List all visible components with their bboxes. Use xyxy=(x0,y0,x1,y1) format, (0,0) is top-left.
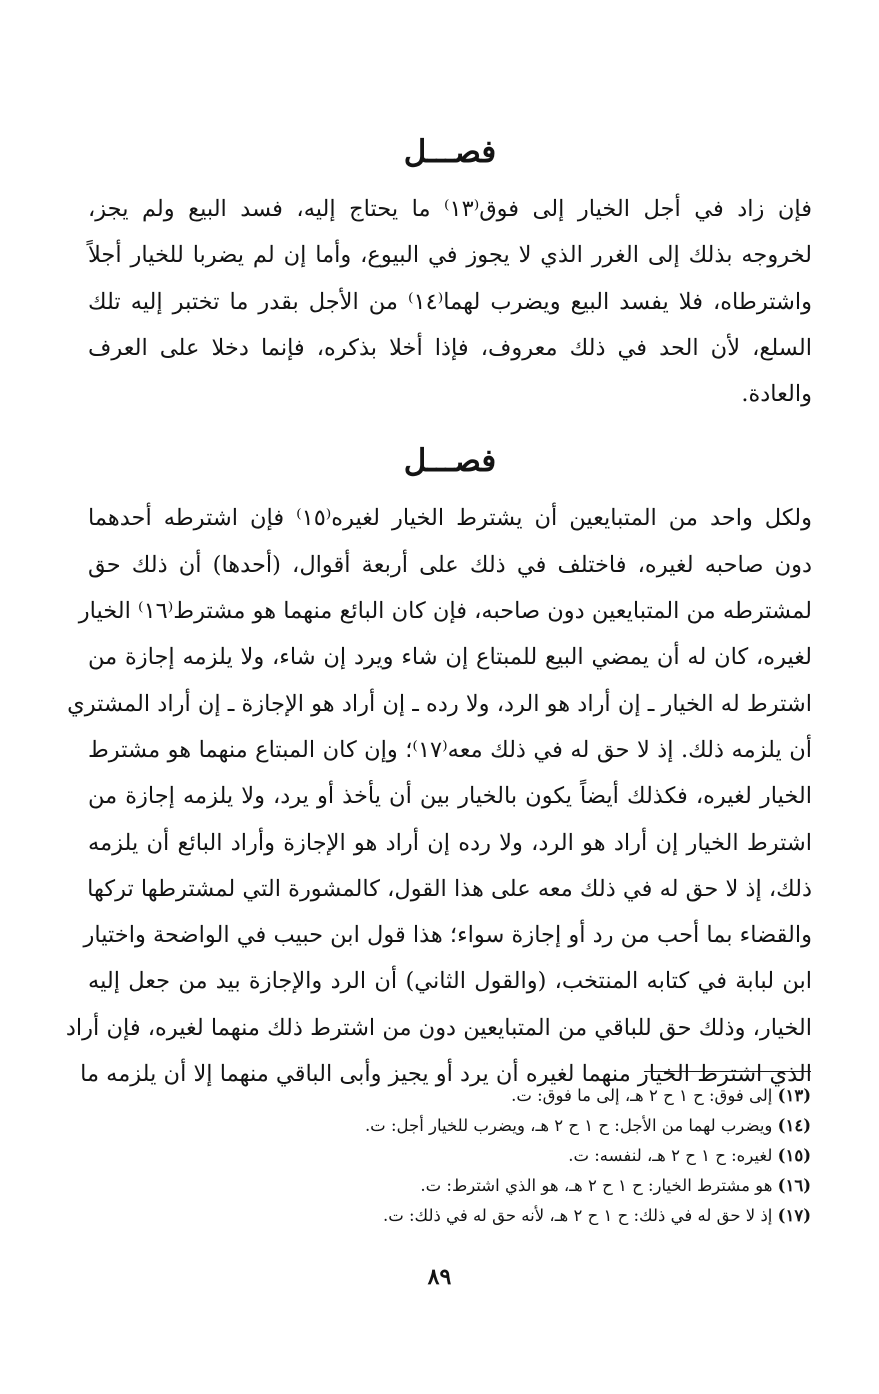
footnote-divider xyxy=(644,1071,811,1072)
footnote-text: إذ لا حق له في ذلك: ح ١ ح ٢ هـ، لأنه حق له في ذلك: ت. xyxy=(382,1206,778,1225)
footnote xyxy=(87,1171,811,1201)
footnote-text: لغيره: ح ١ ح ٢ هـ، لنفسه: ت. xyxy=(568,1146,778,1165)
text-line: فإن زاد في أجل الخيار إلى فوق⁽١٣⁾ ما يحتاج إليه، فسد البيع ولم يجز، xyxy=(88,196,812,222)
text-line: ذلك، إذ لا حق له في ذلك معه على هذا القول، كالمشورة التي لمشترطها تركها xyxy=(87,875,812,902)
paragraph xyxy=(65,495,812,1097)
paragraph xyxy=(88,186,812,417)
text-line: ولكل واحد من المتبايعين أن يشترط الخيار لغيره⁽١٥⁾ فإن اشترطه أحدهما xyxy=(88,505,812,532)
section-heading: فصـــل xyxy=(403,134,497,170)
text-line: دون صاحبه لغيره، فاختلف في ذلك على أربعة أقوال، (أحدها) أن ذلك حق xyxy=(88,551,812,578)
footnotes xyxy=(87,1081,811,1231)
footnote-number: (١٧) xyxy=(777,1206,811,1225)
text-line: والقضاء بما أحب من رد أو إجازة سواء؛ هذا قول ابن حبيب في الواضحة واختيار xyxy=(83,922,812,949)
footnote xyxy=(87,1081,811,1111)
page-body xyxy=(65,130,812,1097)
footnote-number: (١٦) xyxy=(777,1176,811,1195)
text-line: أن يلزمه ذلك. إذ لا حق له في ذلك معه⁽١٧⁾؛ وإن كان المبتاع منهما هو مشترط xyxy=(88,736,812,763)
footnote-text: ويضرب لهما من الأجل: ح ١ ح ٢ هـ، ويضرب للخيار أجل: ت. xyxy=(364,1116,778,1135)
footnote-number: (١٣) xyxy=(777,1086,811,1105)
footnote xyxy=(87,1141,811,1171)
text-line: الخيار، وذلك حق للباقي من المتبايعين دون من اشترط ذلك منهما لغيره، فإن أراد xyxy=(65,1014,812,1041)
text-line: ابن لبابة في كتابه المنتخب، (والقول الثاني) أن الرد والإجازة بيد من جعل إليه xyxy=(88,968,812,995)
footnote-text: إلى فوق: ح ١ ح ٢ هـ، إلى ما فوق: ت. xyxy=(511,1086,778,1105)
page-number: ٨٩ xyxy=(427,1264,452,1290)
text-line: لغيره، كان له أن يمضي البيع للمبتاع إن شاء ويرد إن شاء، ولا يلزمه إجازة من xyxy=(88,644,812,671)
text-line: الذي اشترط الخيار منهما لغيره أن يرد أو يجيز وأبى الباقي منهما إلا أن يلزمه ما xyxy=(80,1061,812,1088)
text-line: والعادة. xyxy=(741,381,812,408)
footnote-number: (١٤) xyxy=(777,1116,811,1135)
footnote-text: هو مشترط الخيار: ح ١ ح ٢ هـ، هو الذي اشترط: ت. xyxy=(420,1176,778,1195)
footnote-number: (١٥) xyxy=(777,1146,811,1165)
text-line: لخروجه بذلك إلى الغرر الذي لا يجوز في البيوع، وأما إن لم يضربا للخيار أجلاً xyxy=(88,242,812,269)
text-line: واشترطاه، فلا يفسد البيع ويضرب لهما⁽١٤⁾ من الأجل بقدر ما تختبر إليه تلك xyxy=(88,288,812,315)
footnote xyxy=(87,1201,811,1231)
text-line: الخيار لغيره، فكذلك أيضاً يكون بالخيار بين أن يأخذ أو يرد، ولا يلزمه إجازة من xyxy=(88,783,812,810)
text-line: اشترط له الخيار ـ إن أراد هو الرد، ولا رده ـ إن أراد هو الإجازة ـ إن أراد المشتري xyxy=(67,690,812,717)
section-heading: فصـــل xyxy=(403,443,497,480)
text-line: السلع، لأن الحد في ذلك معروف، فإذا أخلا بذكره، فإنما دخلا على العرف xyxy=(88,334,812,361)
footnote xyxy=(87,1111,811,1141)
text-line: لمشترطه من المتبايعين دون صاحبه، فإن كان البائع منهما هو مشترط⁽١٦⁾ الخيار xyxy=(78,598,812,625)
text-line: اشترط الخيار إن أراد هو الرد، ولا رده إن أراد هو الإجازة وأراد البائع أن يلزمه xyxy=(88,829,812,856)
